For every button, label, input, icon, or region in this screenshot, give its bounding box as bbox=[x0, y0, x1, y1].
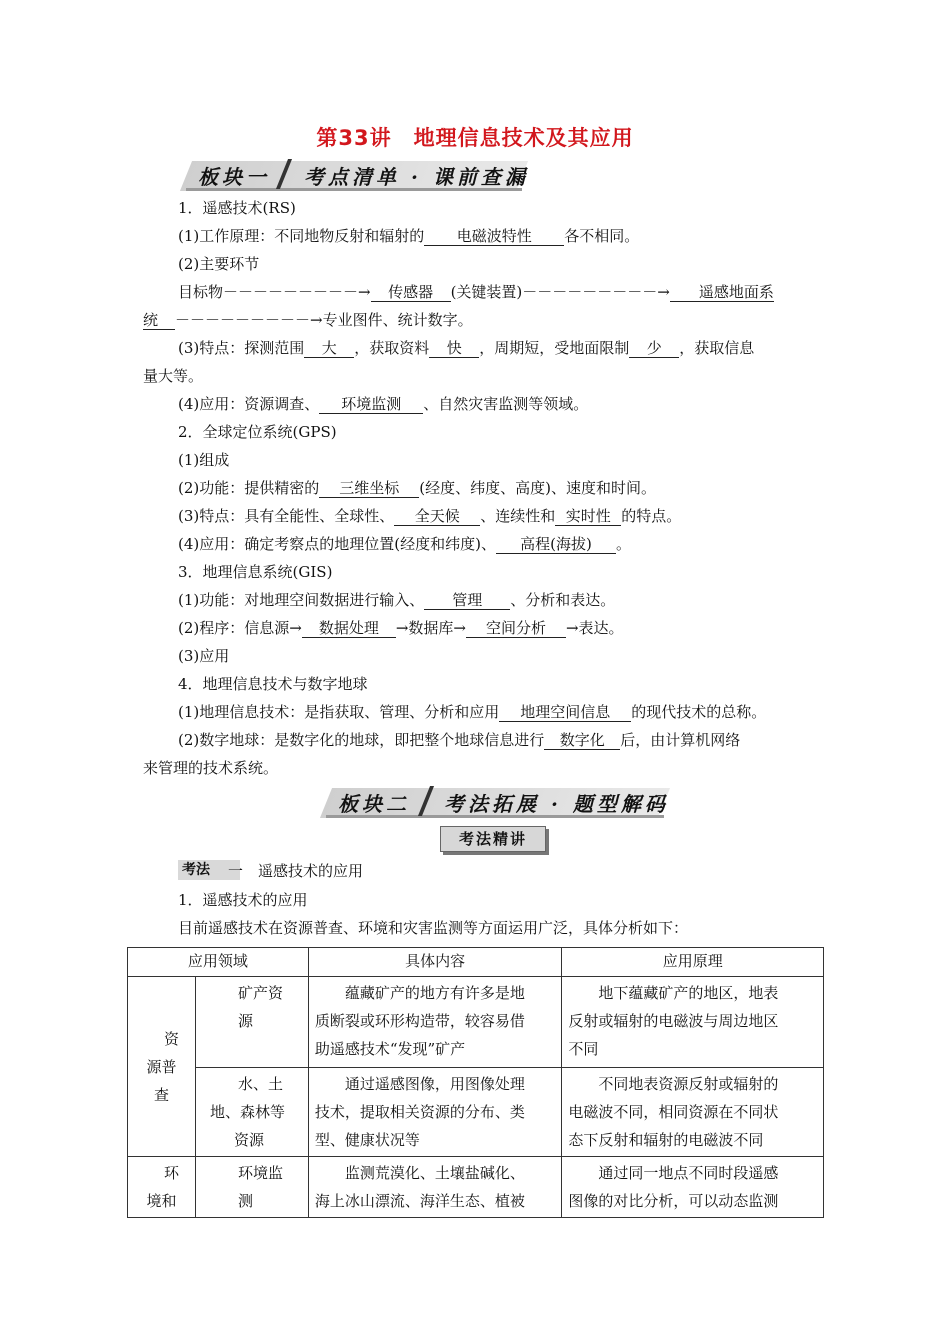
text-line: (2)程序：信息源→ 数据处理 →数据库→ 空间分析 →表达。 bbox=[178, 619, 624, 637]
page-title: 第33讲 地理信息技术及其应用 bbox=[316, 126, 634, 150]
text-line: 目前遥感技术在资源普查、环境和灾害监测等方面运用广泛，具体分析如下： bbox=[178, 919, 689, 937]
content-cell: 监测荒漠化、土壤盐碱化、 海上冰山漂流、海洋生态、植被 bbox=[308, 1157, 562, 1218]
text-line: (3)特点：探测范围 大 ，获取资料 快 ，周期短，受地面限制 少 ，获取信息 bbox=[178, 339, 755, 357]
section-subtitle: 考点清单 · 课前查漏 bbox=[304, 165, 529, 189]
text-line: (4)应用：资源调查、 环境监测 、自然灾害监测等领域。 bbox=[178, 395, 589, 413]
text-line: 量大等。 bbox=[143, 367, 204, 385]
text-line: (1)功能：对地理空间数据进行输入、 管理 、分析和表达。 bbox=[178, 591, 616, 609]
text-line: 统 －－－－－－－－－→专业图件、统计数字。 bbox=[143, 311, 473, 329]
text-line: 来管理的技术系统。 bbox=[143, 759, 279, 777]
field-cell: 矿产资 源 bbox=[195, 977, 308, 1068]
application-table bbox=[127, 947, 824, 1218]
table-row bbox=[128, 1157, 824, 1218]
gis-heading: 3．地理信息系统(GIS) bbox=[178, 563, 333, 581]
table-row bbox=[128, 1068, 824, 1157]
section-banner-2 bbox=[326, 784, 669, 818]
text-line: (2)功能：提供精密的 三维坐标 (经度、纬度、高度)、速度和时间。 bbox=[178, 479, 656, 497]
rs-heading: 1．遥感技术(RS) bbox=[178, 199, 296, 217]
table-header-row bbox=[128, 948, 824, 977]
table-header: 应用原理 bbox=[562, 948, 824, 977]
section-label: 板块二 bbox=[338, 792, 410, 816]
answer-blank: 统 bbox=[143, 311, 175, 330]
text-line: (3)应用 bbox=[178, 647, 230, 665]
principle-cell: 地下蕴藏矿产的地区，地表 反射或辐射的电磁波与周边地区 不同 bbox=[562, 977, 824, 1068]
answer-blank: 遥感地面系 bbox=[670, 283, 774, 302]
principle-cell: 不同地表资源反射或辐射的 电磁波不同，相同资源在不同状 态下反射和辐射的电磁波不同 bbox=[562, 1068, 824, 1157]
answer-blank: 传感器 bbox=[371, 283, 451, 302]
text-line: (1)地理信息技术：是指获取、管理、分析和应用 地理空间信息 的现代技术的总称。 bbox=[178, 703, 767, 721]
field-cell: 水、土 地、森林等 资源 bbox=[195, 1068, 308, 1157]
table-header: 应用领域 bbox=[128, 948, 309, 977]
principle-cell: 通过同一地点不同时段遥感 图像的对比分析，可以动态监测 bbox=[562, 1157, 824, 1218]
section-label: 板块一 bbox=[198, 165, 270, 189]
text-line: 目标物－－－－－－－－－→ 传感器 (关键装置)－－－－－－－－－→ 遥感地面系 bbox=[178, 283, 774, 301]
section-banner-1 bbox=[186, 157, 529, 191]
field-cell: 环境监 测 bbox=[195, 1157, 308, 1218]
table-row bbox=[128, 977, 824, 1068]
method-heading: 考法精讲 bbox=[440, 826, 546, 852]
text-line: (2)主要环节 bbox=[178, 255, 260, 273]
group-cell: 环 境和 bbox=[128, 1157, 196, 1218]
table-header: 具体内容 bbox=[308, 948, 562, 977]
text-line: (3)特点：具有全能性、全球性、 全天候 、连续性和 实时性 的特点。 bbox=[178, 507, 682, 525]
dx-heading: 4．地理信息技术与数字地球 bbox=[178, 675, 368, 693]
text-line: (2)数字地球：是数字化的地球，即把整个地球信息进行 数字化 后，由计算机网络 bbox=[178, 731, 741, 749]
section-subtitle: 考法拓展 · 题型解码 bbox=[444, 792, 669, 816]
text-line: (1)工作原理：不同地物反射和辐射的 电磁波特性 各不相同。 bbox=[178, 227, 640, 245]
method-tag: 考法 bbox=[178, 860, 240, 880]
gps-heading: 2．全球定位系统(GPS) bbox=[178, 423, 337, 441]
group-cell: 资 源普 查 bbox=[128, 977, 196, 1157]
text-line: (4)应用：确定考察点的地理位置(经度和纬度)、 高程(海拔) 。 bbox=[178, 535, 631, 553]
answer-blank: 电磁波特性 bbox=[424, 227, 564, 246]
method-title: 一 遥感技术的应用 bbox=[228, 862, 364, 880]
content-cell: 通过遥感图像，用图像处理 技术，提取相关资源的分布、类 型、健康状况等 bbox=[308, 1068, 562, 1157]
text-line: 1．遥感技术的应用 bbox=[178, 891, 308, 909]
content-cell: 蕴藏矿产的地方有许多是地 质断裂或环形构造带，较容易借 助遥感技术“发现”矿产 bbox=[308, 977, 562, 1068]
text-line: (1)组成 bbox=[178, 451, 230, 469]
